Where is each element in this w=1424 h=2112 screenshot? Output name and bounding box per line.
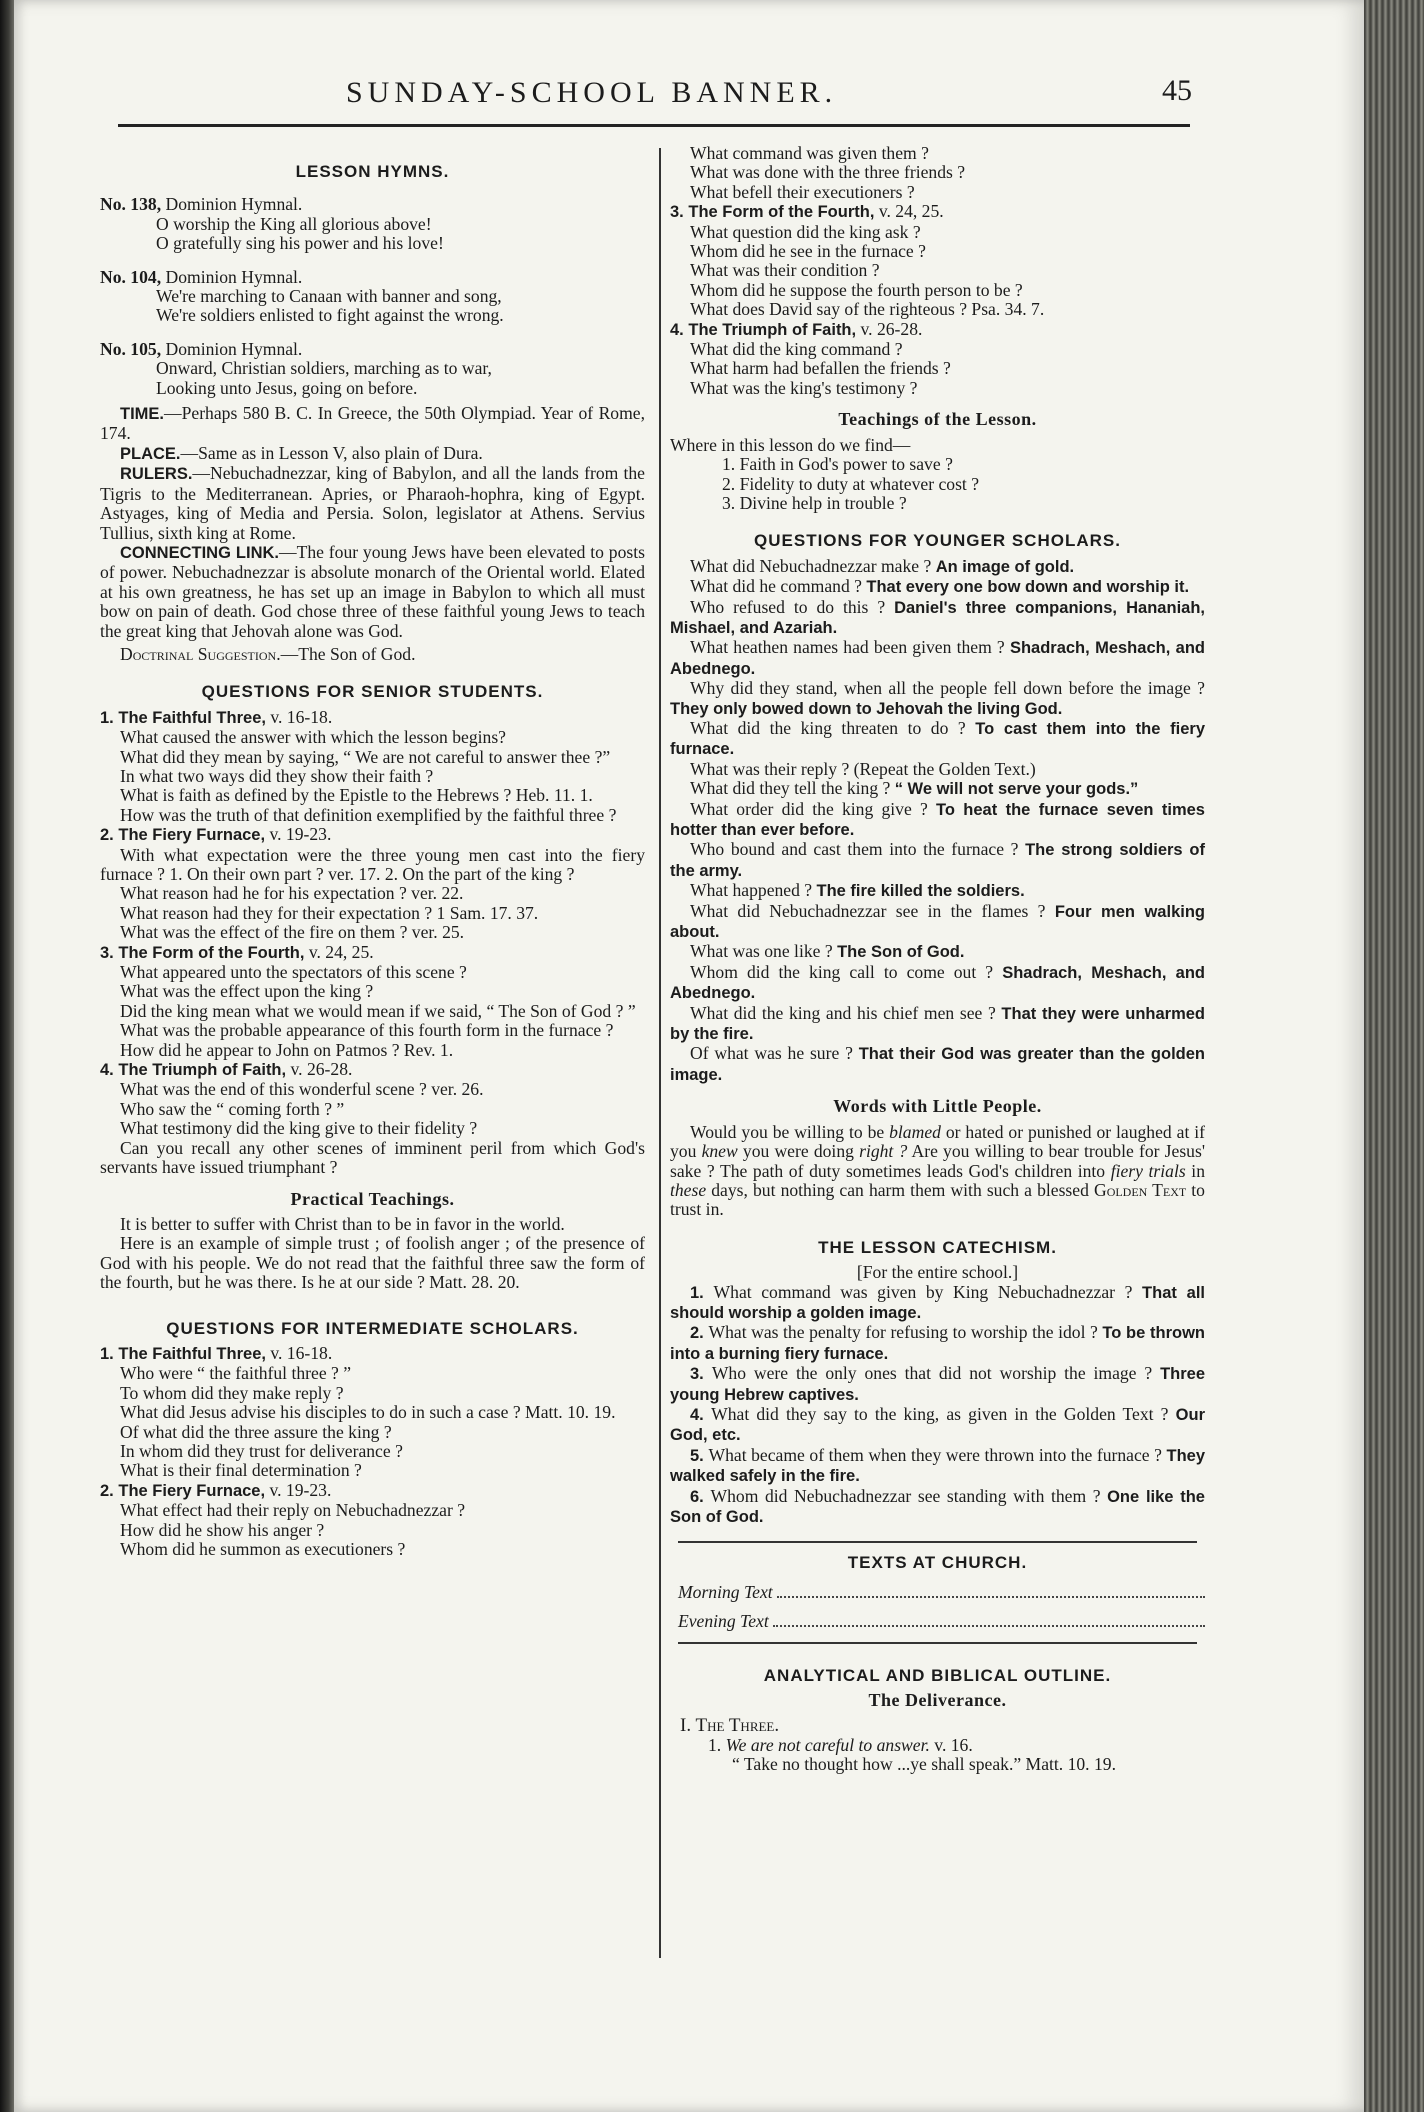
catechism-subheading: [For the entire school.]: [856, 1262, 1019, 1283]
left-column: [100, 158, 645, 1559]
section-title: The Triumph of Faith,: [688, 320, 857, 339]
younger-question: [670, 557, 1205, 577]
connecting-link-paragraph: [100, 543, 645, 641]
intermediate-section-title: [670, 202, 1205, 222]
intermediate-questions: [100, 1344, 645, 1559]
intermediate-question: How did he show his anger ?: [120, 1519, 325, 1540]
morning-text-blank: [777, 1584, 1205, 1598]
practical-teachings: [100, 1215, 645, 1293]
section-title: The Form of the Fourth,: [688, 203, 875, 222]
teachings-intro: Where in this lesson do we find—: [670, 434, 911, 455]
senior-section-title: [100, 708, 645, 728]
outline-quote: “ Take no thought how ...ye shall speak.” Matt. 10. 19.: [732, 1754, 1116, 1775]
catechism-number: 3.: [690, 1365, 712, 1384]
rule-before-outline: [678, 1642, 1197, 1644]
senior-question: In what two ways did they show their faith ?: [120, 765, 434, 786]
senior-question: What was the effect of the fire on them ? ver. 25.: [120, 922, 465, 943]
section-title: The Form of the Fourth,: [118, 943, 305, 962]
section-ref: v. 19-23.: [269, 824, 332, 845]
intermediate-question: What question did the king ask ?: [690, 221, 921, 242]
catechism-question: What command was given by King Nebuchadnezzar ?: [713, 1281, 1143, 1302]
catechism-item: [670, 1283, 1205, 1324]
catechism-item: [670, 1323, 1205, 1364]
place-text: —Same as in Lesson V, also plain of Dura.: [180, 442, 483, 463]
senior-question: Did the king mean what we would mean if we said, “ The Son of God ? ”: [120, 1000, 636, 1021]
intermediate-question: What is their final determination ?: [120, 1460, 362, 1481]
younger-answer: That they were unharmed by the fire.: [670, 1004, 1206, 1044]
senior-question: What was the probable appearance of this fourth form in the furnace ?: [120, 1020, 614, 1041]
younger-question-text: Who bound and cast them into the furnace ?: [690, 839, 1026, 860]
catechism-question: What became of them when they were thrown into the furnace ?: [708, 1444, 1167, 1465]
column-divider: [659, 148, 661, 1958]
section-number: 2.: [100, 1481, 119, 1500]
evening-text-blank: [773, 1613, 1205, 1627]
right-column: [670, 144, 1205, 1775]
outline-heading: ANALYTICAL AND BIBLICAL OUTLINE.: [763, 1665, 1112, 1685]
senior-question: What appeared unto the spectators of this scene ?: [120, 962, 467, 983]
hymn-line: We're marching to Canaan with banner and song,: [156, 286, 502, 307]
senior-question: What was the end of this wonderful scene ? ver. 26.: [120, 1079, 484, 1100]
hymn-number: No. 104,: [100, 266, 162, 287]
younger-answer: That their God was greater than the golden image.: [670, 1045, 1205, 1084]
intermediate-question: Whom did he see in the furnace ?: [690, 241, 926, 262]
doctrinal-text: —The Son of God.: [280, 643, 416, 664]
younger-question-text: What did he command ?: [690, 576, 867, 597]
publication-title: SUNDAY-SCHOOL BANNER.: [346, 76, 838, 109]
header-rule: [118, 124, 1190, 127]
younger-answer: To cast them into the fiery furnace.: [670, 719, 1205, 759]
senior-question: What testimony did the king give to their fidelity ?: [120, 1118, 478, 1139]
intermediate-question: What was done with the three friends ?: [690, 162, 966, 183]
younger-question: [670, 598, 1205, 639]
younger-answer: That every one bow down and worship it.: [866, 578, 1190, 597]
catechism-number: 1.: [690, 1283, 714, 1302]
page-edges: [1364, 0, 1424, 2112]
morning-text-label: Morning Text: [678, 1581, 773, 1602]
hymn-line: Looking unto Jesus, going on before.: [156, 377, 418, 398]
younger-question: [670, 881, 1205, 901]
younger-answer: The fire killed the soldiers.: [816, 882, 1025, 901]
younger-question: [670, 679, 1205, 719]
younger-answer: Shadrach, Meshach, and Abednego.: [670, 639, 1205, 678]
senior-question: How was the truth of that definition exemplified by the faithful three ?: [120, 804, 617, 825]
section-title: The Fiery Furnace,: [118, 1481, 266, 1500]
practical-paragraph: It is better to suffer with Christ than to be in favor in the world.: [120, 1213, 565, 1234]
intermediate-question: Of what did the three assure the king ?: [120, 1421, 392, 1442]
senior-question: What was the effect upon the king ?: [120, 981, 374, 1002]
intermediate-question: What command was given them ?: [690, 143, 929, 163]
senior-question: What reason had he for his expectation ? ver. 22.: [120, 883, 464, 904]
younger-question-text: What did they tell the king ?: [690, 778, 895, 799]
rulers-paragraph: [100, 464, 645, 543]
time-text: —Perhaps 580 B. C. In Greece, the 50th Olympiad. Year of Rome, 174.: [100, 403, 645, 444]
section-number: 4.: [670, 320, 689, 339]
section-title: The Faithful Three,: [118, 708, 266, 727]
hymn-book: Dominion Hymnal.: [165, 194, 303, 215]
section-number: 3.: [670, 203, 689, 222]
texts-heading: TEXTS AT CHURCH.: [847, 1553, 1028, 1573]
senior-question: How did he appear to John on Patmos ? Rev. 1.: [120, 1039, 454, 1060]
senior-section-title: [100, 1060, 645, 1080]
place-paragraph: [100, 444, 645, 464]
younger-answer: Four men walking about.: [670, 902, 1205, 942]
words-heading: Words with Little People.: [833, 1096, 1042, 1117]
section-ref: v. 16-18.: [270, 1342, 333, 1363]
teachings-heading: Teachings of the Lesson.: [838, 409, 1037, 430]
teaching-item: 2. Fidelity to duty at whatever cost ?: [722, 473, 980, 494]
doctrinal-label: Doctrinal Suggestion.: [120, 643, 281, 664]
teachings-list: [670, 455, 1205, 513]
younger-answer: Daniel's three companions, Hananiah, Mishael, and Azariah.: [670, 598, 1205, 637]
senior-questions: [100, 708, 645, 1178]
section-number: 4.: [100, 1061, 119, 1080]
outline-item: 1. We are not careful to answer. v. 16.: [708, 1734, 973, 1755]
hymns-heading: LESSON HYMNS.: [295, 162, 450, 181]
rule-before-texts: [678, 1541, 1197, 1543]
senior-question: Who saw the “ coming forth ? ”: [120, 1098, 345, 1119]
section-title: The Triumph of Faith,: [118, 1061, 287, 1080]
younger-question-text: What happened ?: [690, 880, 817, 901]
binding-shadow: [0, 0, 14, 2112]
younger-question-text: What order did the king give ?: [690, 798, 936, 819]
hymn-book: Dominion Hymnal.: [165, 338, 303, 359]
catechism-number: 4.: [690, 1405, 712, 1424]
intermediate-questions-continued: [670, 202, 1205, 398]
section-number: 3.: [100, 943, 119, 962]
younger-question-text: What did the king threaten to do ?: [690, 717, 976, 738]
section-title: The Fiery Furnace,: [118, 826, 266, 845]
intermediate-section-title: [670, 320, 1205, 340]
younger-question: [670, 1044, 1205, 1085]
hymn-line: We're soldiers enlisted to fight against the wrong.: [156, 305, 504, 326]
catechism-answer: That all should worship a golden image.: [670, 1283, 1205, 1322]
section-number: 2.: [100, 826, 119, 845]
intermediate-question: In whom did they trust for deliverance ?: [120, 1440, 403, 1461]
intermediate-question: What effect had their reply on Nebuchadnezzar ?: [120, 1500, 466, 1521]
younger-question-text: What heathen names had been given them ?: [690, 637, 1010, 658]
younger-question-text: What did Nebuchadnezzar make ?: [690, 555, 936, 576]
rulers-text: —Nebuchadnezzar, king of Babylon, and all the lands from the Tigris to the Mediterranean. Apries, or Pharaoh-hophra, king of Egypt. Astyages, king of Media and Persia. Solon, legislator at Athens. Servius Tullius, sixth king at Rome.: [100, 463, 645, 543]
intermediate-question: What did the king command ?: [690, 339, 903, 360]
doctrinal-paragraph: [100, 645, 645, 664]
catechism-answer: Three young Hebrew captives.: [670, 1365, 1205, 1404]
place-label: PLACE.: [120, 444, 181, 463]
senior-question: Can you recall any other scenes of imminent peril from which God's servants have issued triumphant ?: [100, 1137, 645, 1178]
senior-question: What did they mean by saying, “ We are not careful to answer thee ?”: [120, 746, 611, 767]
senior-section-title: [100, 943, 645, 963]
rulers-label: RULERS.: [120, 465, 193, 484]
hymn-title: [100, 195, 645, 214]
younger-question: [670, 577, 1205, 597]
intermediate-question: What harm had befallen the friends ?: [690, 358, 951, 379]
younger-question-text: What was one like ?: [690, 941, 838, 962]
senior-question: What reason had they for their expectation ? 1 Sam. 17. 37.: [120, 902, 539, 923]
younger-answer: They only bowed down to Jehovah the living God.: [670, 699, 1063, 718]
catechism-item: [670, 1487, 1205, 1528]
evening-text-label: Evening Text: [678, 1611, 769, 1632]
intermediate-section-title: [100, 1481, 645, 1501]
younger-answer: An image of gold.: [935, 557, 1075, 576]
hymn-line: O gratefully sing his power and his love!: [156, 233, 444, 254]
younger-question: [670, 840, 1205, 881]
section-ref: v. 26-28.: [290, 1059, 353, 1080]
time-paragraph: [100, 404, 645, 444]
intermediate-question: What was their condition ?: [690, 260, 880, 281]
younger-question-text: What was their reply ? (Repeat the Golden Text.): [690, 758, 1036, 779]
evening-text-line: [678, 1612, 1205, 1631]
younger-answer: The strong soldiers of the army.: [670, 841, 1205, 880]
hymn-title: [100, 268, 645, 287]
senior-heading: QUESTIONS FOR SENIOR STUDENTS.: [201, 682, 544, 702]
hymn-book: Dominion Hymnal.: [165, 266, 303, 287]
catechism-answer: One like the Son of God.: [670, 1487, 1205, 1526]
continued-questions: [670, 144, 1205, 202]
hymn-list: [100, 195, 645, 398]
younger-questions: [670, 557, 1205, 1086]
section-number: 1.: [100, 1344, 119, 1363]
connecting-link-label: CONNECTING LINK.: [120, 543, 280, 562]
younger-question: [670, 800, 1205, 841]
hymn-number: No. 138,: [100, 194, 162, 215]
catechism-question: Whom did Nebuchadnezzar see standing with them ?: [710, 1485, 1108, 1506]
intermediate-question: What befell their executioners ?: [690, 181, 915, 202]
catechism-list: [670, 1283, 1205, 1528]
section-title: The Faithful Three,: [118, 1344, 266, 1363]
intermediate-question: Whom did he summon as executioners ?: [120, 1539, 406, 1559]
section-ref: v. 16-18.: [270, 706, 333, 727]
intermediate-question: To whom did they make reply ?: [120, 1382, 344, 1403]
connecting-link-text: —The four young Jews have been elevated to posts of power. Nebuchadnezzar is absolute monarch of the Oriental world. Elated at his own greatness, he has set up an image in Babylon to which all must bow on pain of death. God chose three of these faithful young Jews to teach the great king that Jehovah alone was God.: [100, 541, 645, 641]
section-number: 1.: [100, 708, 119, 727]
running-header: [118, 72, 1192, 120]
section-ref: v. 24, 25.: [308, 941, 374, 962]
intermediate-question: What does David say of the righteous ? Psa. 34. 7.: [690, 299, 1045, 320]
hymn-line: O worship the King all glorious above!: [156, 213, 432, 234]
catechism-heading: THE LESSON CATECHISM.: [818, 1237, 1057, 1257]
practical-heading: Practical Teachings.: [290, 1188, 455, 1209]
younger-answer: The Son of God.: [837, 943, 965, 962]
catechism-item: [670, 1446, 1205, 1487]
younger-question-text: What did Nebuchadnezzar see in the flames ?: [690, 900, 1055, 921]
younger-question: [670, 902, 1205, 943]
younger-question-text: What did the king and his chief men see ?: [690, 1002, 1002, 1023]
younger-question-text: Whom did the king call to come out ?: [690, 961, 1003, 982]
intermediate-section-title: [100, 1344, 645, 1364]
younger-question: [670, 963, 1205, 1004]
younger-answer: Shadrach, Meshach, and Abednego.: [670, 963, 1205, 1003]
morning-text-line: [678, 1583, 1205, 1602]
younger-question: [670, 719, 1205, 760]
intermediate-question: What was the king's testimony ?: [690, 377, 918, 398]
senior-question: With what expectation were the three young men cast into the fiery furnace ? 1. On their own part ? ver. 17. 2. On the part of the king ?: [100, 844, 645, 884]
younger-question-text: Who refused to do this ?: [690, 596, 895, 617]
catechism-item: [670, 1405, 1205, 1446]
section-ref: v. 24, 25.: [878, 201, 944, 222]
catechism-number: 6.: [690, 1487, 711, 1506]
catechism-answer: To be thrown into a burning fiery furnace.: [670, 1324, 1205, 1363]
teaching-item: 1. Faith in God's power to save ?: [722, 454, 953, 475]
outline-roman-one: I. The Three.: [680, 1715, 780, 1737]
intermediate-question: Who were “ the faithful three ? ”: [120, 1363, 352, 1384]
younger-question-text: Of what was he sure ?: [690, 1043, 859, 1064]
senior-question: What is faith as defined by the Epistle to the Hebrews ? Heb. 11. 1.: [120, 785, 593, 806]
words-paragraph: Would you be willing to be blamed or hated or punished or laughed at if you knew you were doing right ? Are you willing to bear trouble for Jesus' sake ? The path of duty sometimes leads God's children into fiery trials in these days, but nothing can harm them with such a blessed Golden Text to trust in.: [670, 1121, 1205, 1220]
intermediate-question: What did Jesus advise his disciples to do in such a case ? Matt. 10. 19.: [120, 1402, 616, 1423]
younger-question: [670, 760, 1205, 779]
section-ref: v. 19-23.: [269, 1479, 332, 1500]
younger-question: [670, 942, 1205, 962]
page-number: 45: [1162, 74, 1192, 107]
senior-section-title: [100, 825, 645, 845]
intermediate-heading: QUESTIONS FOR INTERMEDIATE SCHOLARS.: [166, 1318, 579, 1338]
section-ref: v. 26-28.: [860, 318, 923, 339]
catechism-answer: They walked safely in the fire.: [670, 1446, 1205, 1486]
younger-question-text: Why did they stand, when all the people fell down before the image ?: [690, 678, 1205, 699]
catechism-question: Who were the only ones that did not worship the image ?: [711, 1363, 1161, 1384]
hymn-title: [100, 340, 645, 359]
hymn-line: Onward, Christian soldiers, marching as to war,: [156, 358, 492, 379]
catechism-item: [670, 1364, 1205, 1405]
younger-answer: To heat the furnace seven times hotter than ever before.: [670, 800, 1205, 839]
intermediate-question: Whom did he suppose the fourth person to be ?: [690, 279, 1023, 300]
younger-question: [670, 1004, 1205, 1045]
younger-question: [670, 638, 1205, 679]
catechism-question: What did they say to the king, as given in the Golden Text ?: [711, 1403, 1176, 1424]
catechism-question: What was the penalty for refusing to worship the idol ?: [708, 1322, 1103, 1343]
catechism-number: 5.: [690, 1446, 709, 1465]
outline-subheading: The Deliverance.: [868, 1690, 1007, 1711]
younger-question: [670, 779, 1205, 799]
younger-heading: QUESTIONS FOR YOUNGER SCHOLARS.: [754, 531, 1121, 551]
practical-paragraph: Here is an example of simple trust ; of foolish anger ; of the presence of God with his people. We do not read that the faithful three saw the form of the fourth, but he was there. Is he at our side ? Matt. 28. 20.: [100, 1233, 645, 1293]
senior-question: What caused the answer with which the lesson begins?: [120, 727, 506, 748]
catechism-answer: Our God, etc.: [670, 1405, 1205, 1445]
catechism-number: 2.: [690, 1324, 709, 1343]
teaching-item: 3. Divine help in trouble ?: [722, 492, 907, 513]
hymn-number: No. 105,: [100, 338, 162, 359]
time-label: TIME.: [120, 405, 164, 424]
younger-answer: “ We will not serve your gods.”: [894, 780, 1139, 799]
